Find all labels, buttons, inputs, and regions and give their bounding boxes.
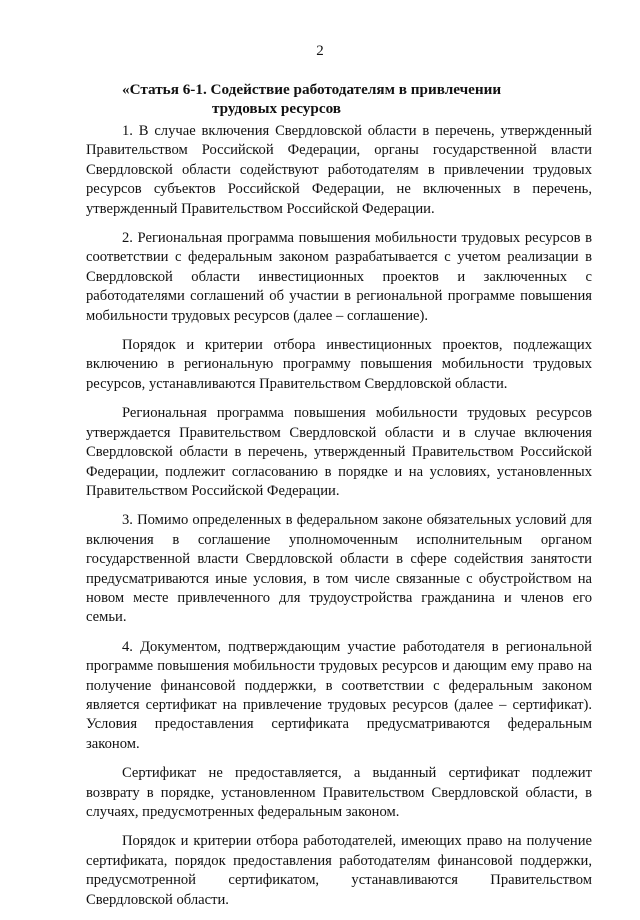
paragraph: 1. В случае включения Свердловской области в перечень, утвержденный Правительством Российской Федерации, органы государственной власти Свердловской области содействуют работодателям в привлечении трудовых ресурсов субъектов Российской Федерации, не включенных в перечень, утвержденный Правительством Российской Федерации. [86, 123, 592, 217]
paragraph: Порядок и критерии отбора инвестиционных проектов, подлежащих включению в региональную программу повышения мобильности трудовых ресурсов, устанавливаются Правительством Свердловской области. [86, 337, 592, 392]
paragraph: Порядок и критерии отбора работодателей, имеющих право на получение сертификата, порядок предоставления работодателям финансовой поддержки, предусмотренной сертификатом, устанавливаются Правительством Свердловской области. [86, 833, 592, 908]
paragraph: Сертификат не предоставляется, а выданный сертификат подлежит возврату в порядке, установленном Правительством Свердловской области, в случаях, предусмотренных федеральным законом. [86, 765, 592, 820]
paragraph: 2. Региональная программа повышения мобильности трудовых ресурсов в соответствии с федеральным законом разрабатывается с учетом реализации в Свердловской области инвестиционных проектов и заключенных с работодателями соглашений об участии в региональной программе повышения мобильности трудовых ресурсов (далее – соглашение). [86, 230, 592, 324]
paragraph: Региональная программа повышения мобильности трудовых ресурсов утверждается Правительством Свердловской области и в случае включения Свердловской области в перечень, утвержденный Правительством Российской Федерации, подлежит согласованию в порядке и на условиях, установленных Правительством Российской Федерации. [86, 405, 592, 499]
page-number: 2 [316, 43, 324, 59]
paragraph: 3. Помимо определенных в федеральном законе обязательных условий для включения в соглашение уполномоченным исполнительным органом государственной власти Свердловской области в сфере содействия занятости предусматриваются иные условия, в том числе связанные с обустройством на новом месте привлеченного для трудоустройства гражданина и членов его семьи. [86, 512, 592, 626]
article-body [86, 122, 592, 920]
article-title [122, 80, 542, 118]
paragraph: 4. Документом, подтверждающим участие работодателя в региональной программе повышения мобильности трудовых ресурсов и дающим ему право на получение финансовой поддержки, в соответствии с федеральным законом является сертификат на привлечение трудовых ресурсов (далее – сертификат). Условия предоставления сертификата предусматриваются федеральным законом. [86, 638, 592, 752]
article-title-line-1: «Статья 6-1. Содействие работодателям в привлечении [122, 81, 502, 98]
article-title-line-2: трудовых ресурсов [212, 100, 341, 117]
